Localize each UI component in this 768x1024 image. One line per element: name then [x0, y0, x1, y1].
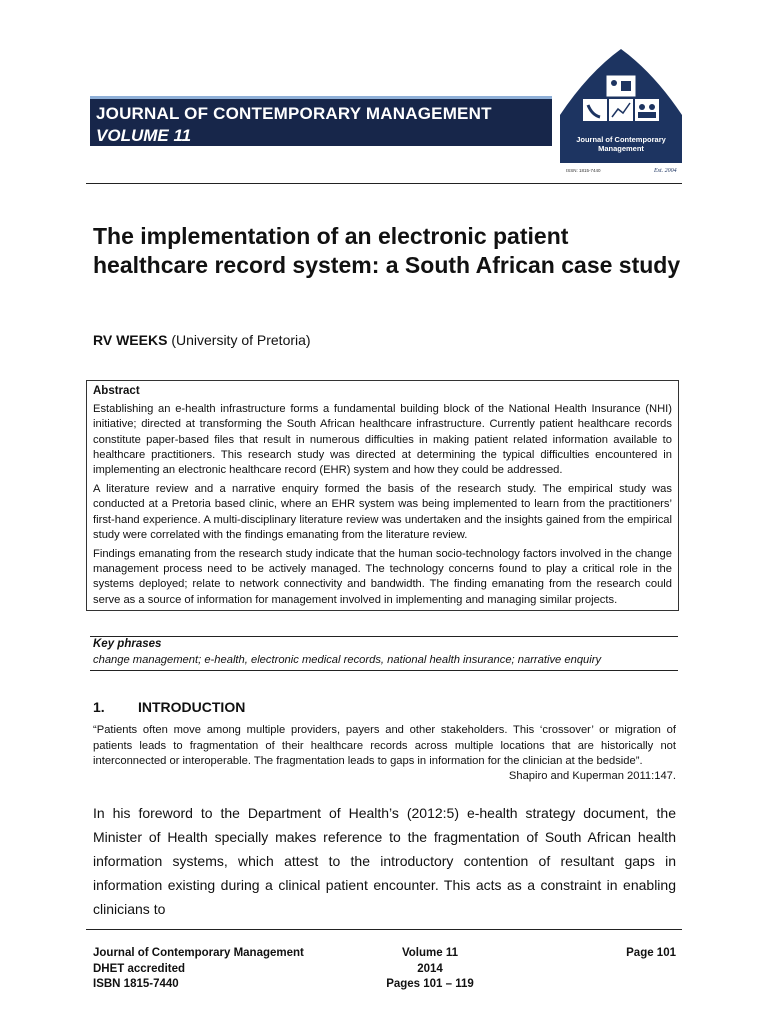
abstract-paragraph-3: Findings emanating from the research study indicate that the human socio-technology factors involved in the change management process need to be actively managed. The technology concerns found to play a critical role in the systems deployed; relate to network connectivity and bandwidth. The finding emanating from the research could serve as a source of information for management involved in implementing and managing similar projects. — [93, 548, 672, 606]
author-name: RV WEEKS — [93, 332, 168, 348]
footer-page-number: Page 101 — [626, 947, 676, 959]
abstract-paragraph-1: Establishing an e-health infrastructure forms a fundamental building block of the National Health Insurance (NHI) initiative; directed at transforming the South African healthcare infrastructure. Currently patient healthcare records constitute paper-based files that result in numerous difficulties in making patient related information available to healthcare practitioners. This research study was directed at determining the typical difficulties encountered in implementing an electronic healthcare record (EHR) system and how they could be addressed. — [93, 403, 672, 477]
author-line — [93, 332, 311, 348]
key-phrases-top-rule — [90, 636, 678, 637]
quote-source: Shapiro and Kuperman 2011:147. — [508, 770, 676, 782]
journal-banner — [90, 96, 552, 146]
footer-left — [93, 946, 304, 993]
logo-name-line1: Journal of Contemporary — [576, 135, 666, 144]
author-affiliation: (University of Pretoria) — [167, 332, 311, 348]
footer-accreditation: DHET accredited — [93, 962, 186, 975]
journal-logo-graphic — [556, 45, 686, 177]
intro-quote: “Patients often move among multiple providers, payers and other stakeholders. This ‘crossover’ or migration of patients leads to fragmentation of their healthcare records across multiple locations that are historically not interconnected or interoperable. The fragmentation leads to gaps in information for the clinician at the bedside”. — [93, 724, 676, 767]
footer-year: 2014 — [417, 962, 443, 975]
header-rule — [86, 183, 682, 184]
logo-issn: ISSN: 1815-7440 — [566, 168, 601, 173]
footer-rule — [86, 929, 682, 930]
footer-isbn: ISBN 1815-7440 — [93, 978, 179, 990]
section-number: 1. — [93, 699, 105, 715]
key-phrases-heading: Key phrases — [93, 638, 162, 650]
abstract-paragraph-2: A literature review and a narrative enquiry formed the basis of the research study. The empirical study was conducted at a Pretoria based clinic, where an EHR system was being implemented to learn from the practitioners’ first-hand experience. A multi-disciplinary literature review was undertaken and the insights gained from the empirical study were correlated with the findings emanating from the literature review. — [93, 483, 672, 541]
footer-pages: Pages 101 – 119 — [386, 978, 474, 990]
footer-middle — [360, 946, 500, 993]
journal-name: JOURNAL OF CONTEMPORARY MANAGEMENT — [96, 104, 492, 123]
abstract-heading: Abstract — [93, 385, 140, 397]
key-phrases-bottom-rule — [90, 670, 678, 671]
logo-name-line2: Management — [598, 144, 644, 153]
key-phrases-text: change management; e-health, electronic medical records, national health insurance; narrative enquiry — [93, 654, 602, 666]
article-title: The implementation of an electronic patient healthcare record system: a South African case study — [93, 223, 681, 278]
footer-journal: Journal of Contemporary Management — [93, 947, 304, 959]
section-heading: INTRODUCTION — [138, 699, 246, 715]
intro-paragraph: In his foreword to the Department of Health’s (2012:5) e-health strategy document, the Minister of Health specially makes reference to the fragmentation of South African health information systems, which attest to the introductory contention of resultant gaps in information existing during a clinical patient encounter. This acts as a constraint in enabling clinicians to — [93, 805, 676, 917]
abstract-box — [86, 380, 679, 611]
journal-volume: VOLUME 11 — [96, 126, 192, 145]
footer-volume: Volume 11 — [401, 947, 459, 959]
logo-est: Est. 2004 — [654, 168, 677, 174]
journal-logo — [556, 45, 686, 177]
